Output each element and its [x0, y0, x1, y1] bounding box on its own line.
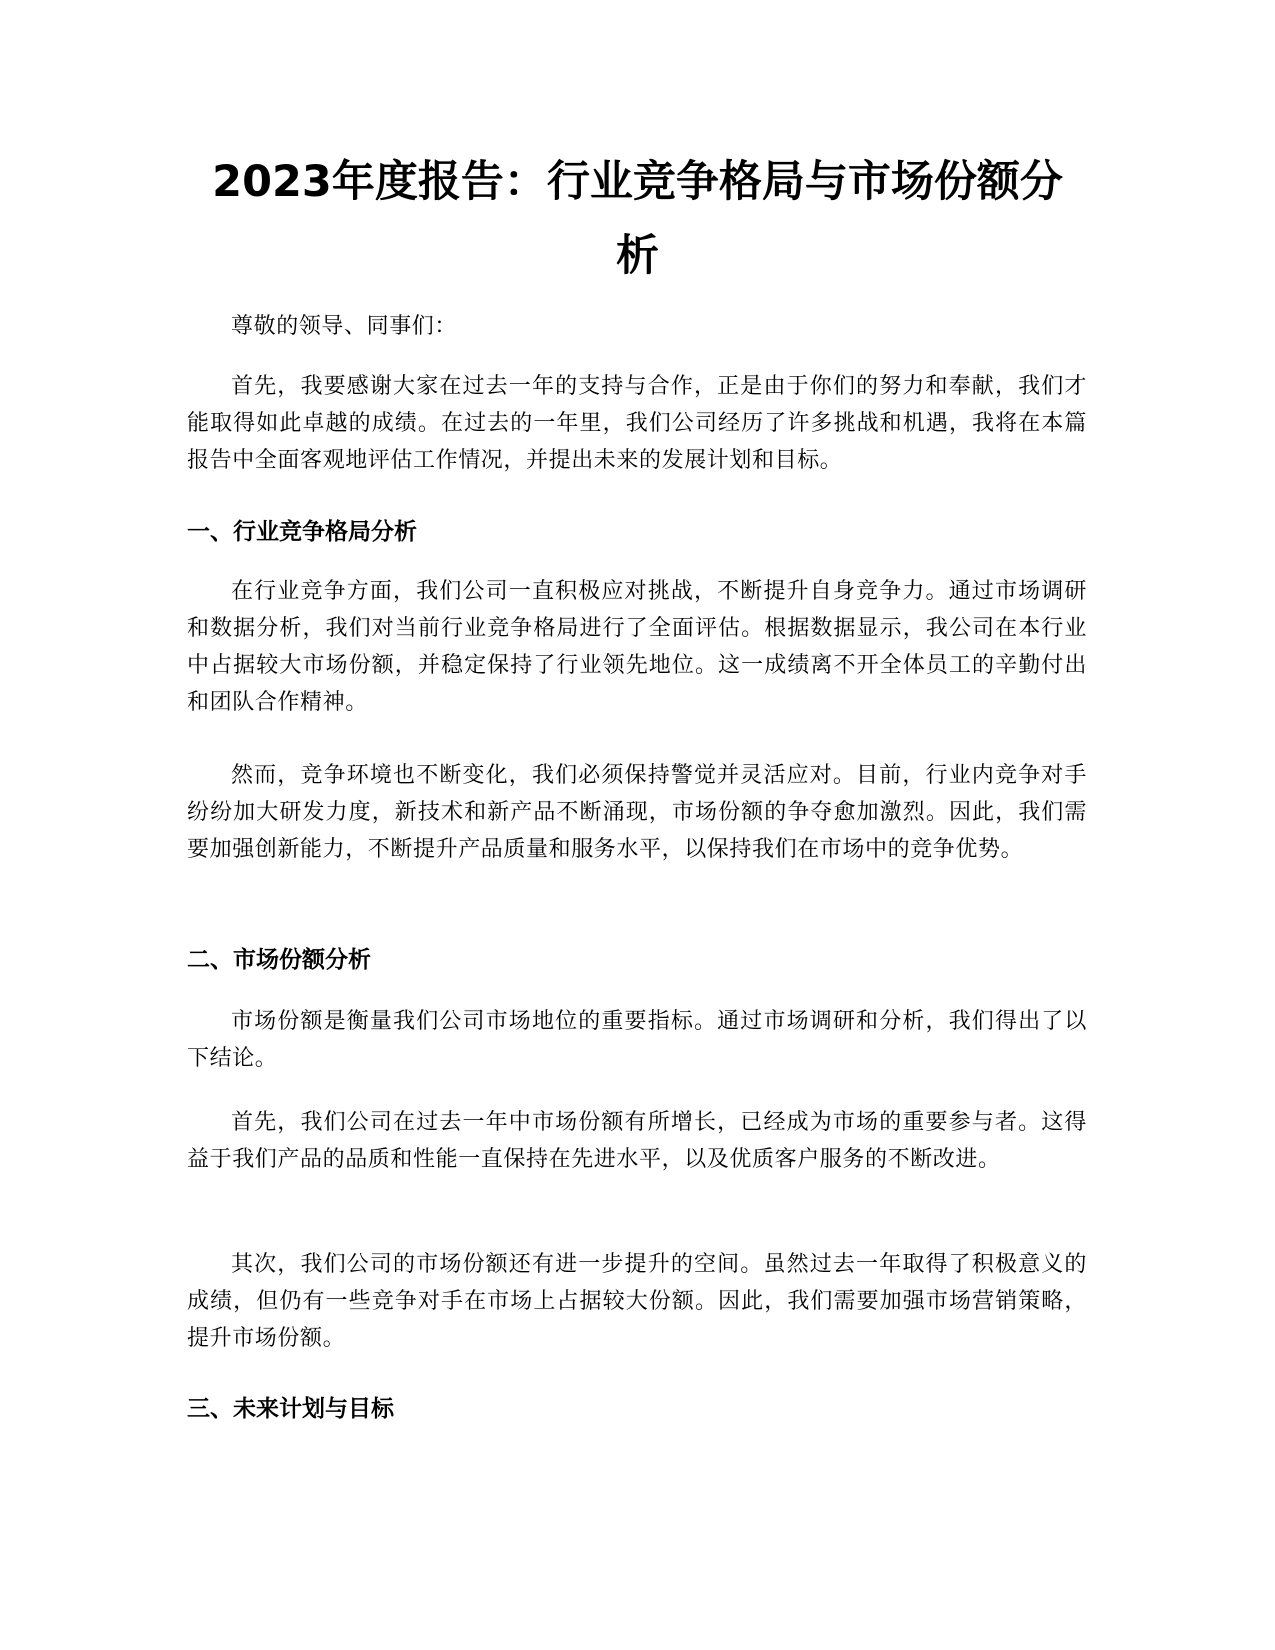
section-2-paragraph-3: 其次，我们公司的市场份额还有进一步提升的空间。虽然过去一年取得了积极意义的成绩，但仍有一些竞争对手在市场上占据较大份额。因此，我们需要加强市场营销策略，提升市场份额。 — [187, 1252, 1087, 1351]
section-1-heading: 一、行业竞争格局分析 — [187, 519, 417, 545]
section-2-paragraph-1: 市场份额是衡量我们公司市场地位的重要指标。通过市场调研和分析，我们得出了以下结论。 — [187, 1009, 1087, 1071]
greeting: 尊敬的领导、同事们： — [231, 314, 458, 339]
section-1-paragraph-2: 然而，竞争环境也不断变化，我们必须保持警觉并灵活应对。目前，行业内竞争对手纷纷加大研发力度，新技术和新产品不断涌现，市场份额的争夺愈加激烈。因此，我们需要加强创新能力，不断提升产品质量和服务水平，以保持我们在市场中的竞争优势。 — [187, 763, 1087, 862]
document-title-line-1: 2023年度报告：行业竞争格局与市场份额分 — [212, 157, 1063, 207]
intro-paragraph: 首先，我要感谢大家在过去一年的支持与合作，正是由于你们的努力和奉献，我们才能取得如此卓越的成绩。在过去的一年里，我们公司经历了许多挑战和机遇，我将在本篇报告中全面客观地评估工作情况，并提出未来的发展计划和目标。 — [187, 374, 1087, 473]
document-title-line-2: 析 — [616, 231, 659, 281]
section-3-heading: 三、未来计划与目标 — [187, 1396, 394, 1422]
section-2-heading: 二、市场份额分析 — [187, 947, 371, 973]
section-1-paragraph-1: 在行业竞争方面，我们公司一直积极应对挑战，不断提升自身竞争力。通过市场调研和数据分析，我们对当前行业竞争格局进行了全面评估。根据数据显示，我公司在本行业中占据较大市场份额，并稳定保持了行业领先地位。这一成绩离不开全体员工的辛勤付出和团队合作精神。 — [187, 579, 1087, 715]
section-2-paragraph-2: 首先，我们公司在过去一年中市场份额有所增长，已经成为市场的重要参与者。这得益于我们产品的品质和性能一直保持在先进水平，以及优质客户服务的不断改进。 — [187, 1110, 1087, 1172]
